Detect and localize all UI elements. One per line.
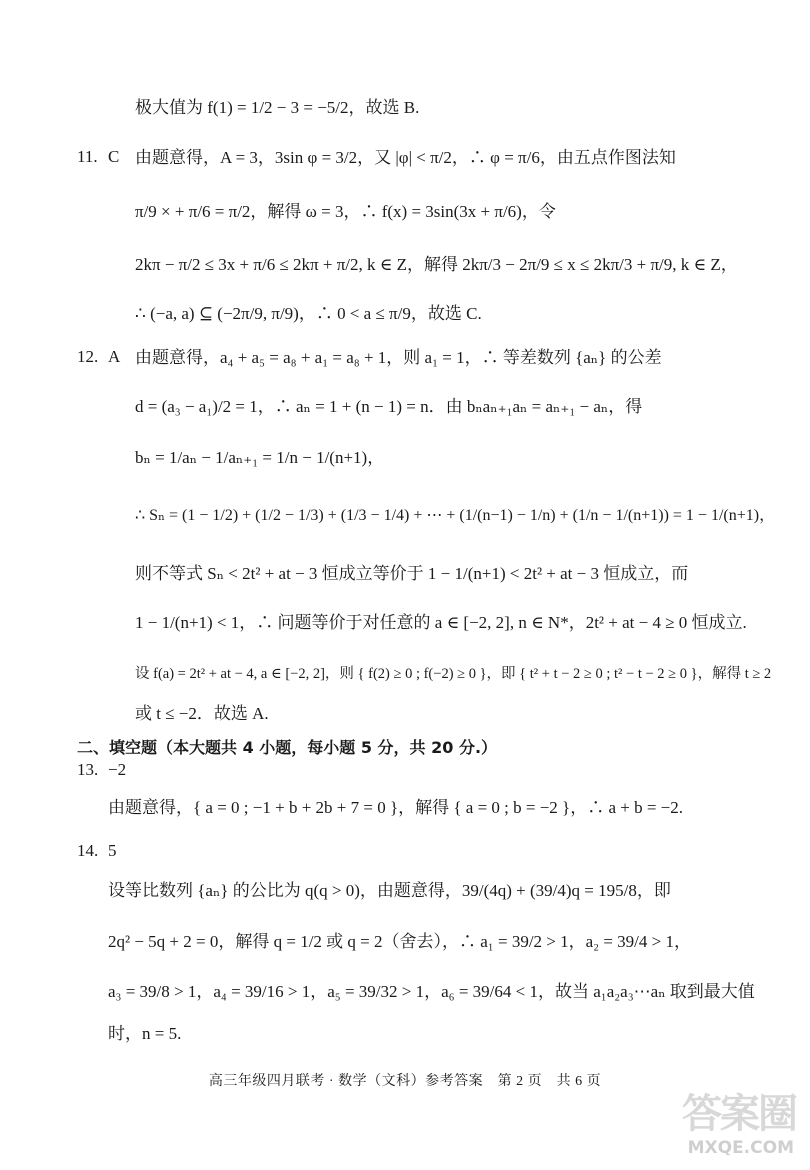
answer-line-10: 则不等式 Sₙ < 2t² + at − 3 恒成立等价于 1 − 1/(n+1) < 2t² + at − 3 恒成立，而 xyxy=(135,564,689,583)
watermark-logo xyxy=(680,1072,800,1162)
question-answer-13: −2 xyxy=(108,760,127,779)
answer-line-2: 由题意得，A = 3，3sin φ = 3/2，又 |φ| < π/2，∴ φ = π/6，由五点作图法知 xyxy=(135,148,676,167)
answer-line-3: π/9 × + π/6 = π/2，解得 ω = 3，∴ f(x) = 3sin(3x + π/6)，令 xyxy=(135,202,556,221)
answer-line-14: 由题意得，{ a = 0 ; −1 + b + 2b + 7 = 0 }，解得 { a = 0 ; b = −2 }，∴ a + b = −2. xyxy=(108,798,684,817)
question-number-14: 14. xyxy=(77,841,99,860)
question-number-11: 11. xyxy=(77,147,98,166)
answer-line-9: ∴ Sₙ = (1 − 1/2) + (1/2 − 1/3) + (1/3 − 1/4) + ⋯ + (1/(n−1) − 1/n) + (1/n − 1/(n+1)) = 1 − 1/(n+1)， xyxy=(135,507,776,524)
question-answer-11: C xyxy=(108,147,120,166)
watermark-logo-text: 答案圈 xyxy=(682,1091,796,1137)
answer-line-16: 2q² − 5q + 2 = 0，解得 q = 1/2 或 q = 2（舍去），∴ a₁ = 39/2 > 1，a₂ = 39/4 > 1， xyxy=(108,932,691,951)
answer-line-4: 2kπ − π/2 ≤ 3x + π/6 ≤ 2kπ + π/2, k ∈ Z，解得 2kπ/3 − 2π/9 ≤ x ≤ 2kπ/3 + π/9, k ∈ Z， xyxy=(135,255,738,274)
answer-line-8: bₙ = 1/aₙ − 1/aₙ₊₁ = 1/n − 1/(n+1)， xyxy=(135,448,385,467)
answer-line-13: 或 t ≤ −2．故选 A. xyxy=(135,704,269,723)
answer-line-5: ∴ (−a, a) ⊆ (−2π/9, π/9)，∴ 0 < a ≤ π/9，故选 C. xyxy=(135,304,482,323)
answer-line-17: a₃ = 39/8 > 1，a₄ = 39/16 > 1，a₅ = 39/32 > 1，a₆ = 39/64 < 1，故当 a₁a₂a₃⋯aₙ 取到最大值 xyxy=(108,982,755,1001)
watermark-url: MXQE.COM xyxy=(687,1138,794,1158)
answer-line-7: d = (a₃ − a₁)/2 = 1，∴ aₙ = 1 + (n − 1) = n．由 bₙaₙ₊₁aₙ = aₙ₊₁ − aₙ，得 xyxy=(135,397,643,416)
answer-line-11: 1 − 1/(n+1) < 1，∴ 问题等价于对任意的 a ∈ [−2, 2], n ∈ N*，2t² + at − 4 ≥ 0 恒成立. xyxy=(135,613,747,632)
answer-line-1: 极大值为 f(1) = 1/2 − 3 = −5/2，故选 B. xyxy=(135,98,420,117)
answer-line-18: 时，n = 5. xyxy=(108,1024,182,1043)
question-number-13: 13. xyxy=(77,760,99,779)
answer-line-6: 由题意得，a₄ + a₅ = a₈ + a₁ = a₈ + 1，则 a₁ = 1，∴ 等差数列 {aₙ} 的公差 xyxy=(135,348,662,367)
answer-line-12: 设 f(a) = 2t² + at − 4, a ∈ [−2, 2]，则 { f(2) ≥ 0 ; f(−2) ≥ 0 }，即 { t² + t − 2 ≥ 0 ; t² − t − 2 ≥ 0 }，解得 t ≥ 2 xyxy=(135,666,772,682)
section-heading: 二、填空题（本大题共 4 小题，每小题 5 分，共 20 分.） xyxy=(77,738,498,757)
question-number-12: 12. xyxy=(77,347,99,366)
question-answer-14: 5 xyxy=(108,841,117,860)
question-answer-12: A xyxy=(108,347,121,366)
answer-line-15: 设等比数列 {aₙ} 的公比为 q(q > 0)，由题意得，39/(4q) + (39/4)q = 195/8，即 xyxy=(108,881,671,900)
page-footer: 高三年级四月联考 · 数学（文科）参考答案 第 2 页 共 6 页 xyxy=(208,1074,602,1089)
